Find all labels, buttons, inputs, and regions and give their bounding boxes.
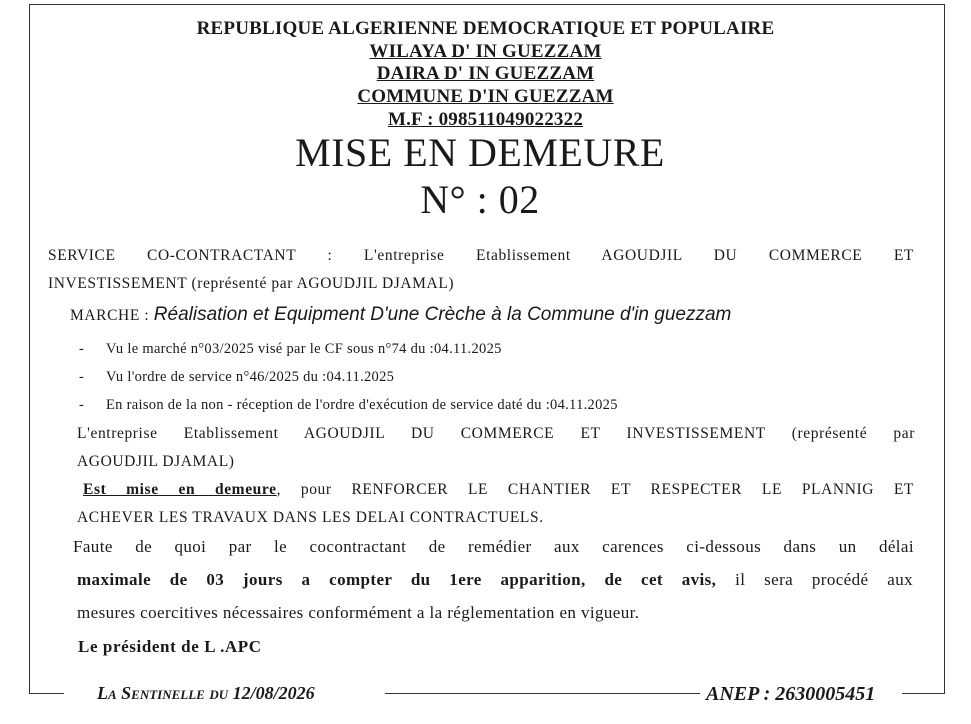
- entreprise-line-2: AGOUDJIL DJAMAL): [77, 453, 235, 470]
- signature: Le président de L .APC: [78, 637, 262, 656]
- header-commune: COMMUNE D'IN GUEZZAM: [357, 86, 614, 107]
- faute-line-2: [77, 570, 913, 590]
- faute-procede: il sera procédé aux: [716, 570, 913, 589]
- bullet-raison: En raison de la non - réception de l'ordre d'exécution de service daté du :04.11.2025: [106, 397, 618, 413]
- faute-line-1: Faute de quoi par le cocontractant de remédier aux carences ci-dessous dans un délai: [73, 537, 914, 556]
- service-line-2: INVESTISSEMENT (représenté par AGOUDJIL DJAMAL): [48, 275, 455, 292]
- mise-rest: , pour RENFORCER LE CHANTIER ET RESPECTER LE PLANNIG ET: [276, 481, 914, 498]
- faute-line-3: mesures coercitives nécessaires conformément a la réglementation en vigueur.: [77, 603, 640, 622]
- footer-rule-middle: [385, 693, 700, 694]
- header-mf: M.F : 098511049022322: [387, 109, 584, 130]
- footer-source: La Sentinelle du 12/08/2026: [97, 683, 315, 703]
- document-title: MISE EN DEMEURE: [295, 130, 665, 175]
- mise-label: Est mise en demeure: [83, 481, 277, 498]
- bullet-marche: Vu le marché n°03/2025 visé par le CF sous n°74 du :04.11.2025: [106, 341, 502, 357]
- bullet-dash: -: [79, 369, 84, 385]
- header-republique: REPUBLIQUE ALGERIENNE DEMOCRATIQUE ET POPULAIRE: [196, 18, 775, 39]
- bullet-dash: -: [79, 397, 84, 413]
- bullet-ordre: Vu l'ordre de service n°46/2025 du :04.11.2025: [106, 369, 395, 385]
- border-bottom-left: [29, 693, 64, 694]
- faute-delai: maximale de 03 jours a compter du 1ere apparition, de cet avis,: [77, 570, 717, 589]
- bullet-dash: -: [79, 341, 84, 357]
- marche-value: Réalisation et Equipment D'une Crèche à la Commune d'in guezzam: [153, 304, 732, 325]
- mise-line-1: [83, 481, 914, 499]
- footer-rule-right: [902, 693, 945, 694]
- entreprise-line-1: L'entreprise Etablissement AGOUDJIL DU COMMERCE ET INVESTISSEMENT (représenté par: [77, 425, 915, 442]
- marche-label: MARCHE :: [70, 307, 150, 324]
- document-number: N° : 02: [420, 177, 540, 222]
- marche-line: [70, 304, 731, 326]
- header-daira: DAIRA D' IN GUEZZAM: [376, 63, 595, 84]
- footer-anep: ANEP : 2630005451: [706, 683, 876, 705]
- header-wilaya: WILAYA D' IN GUEZZAM: [369, 41, 602, 62]
- mise-line-2: ACHEVER LES TRAVAUX DANS LES DELAI CONTRACTUELS.: [77, 509, 544, 526]
- service-line-1: SERVICE CO-CONTRACTANT : L'entreprise Etablissement AGOUDJIL DU COMMERCE ET: [48, 247, 914, 264]
